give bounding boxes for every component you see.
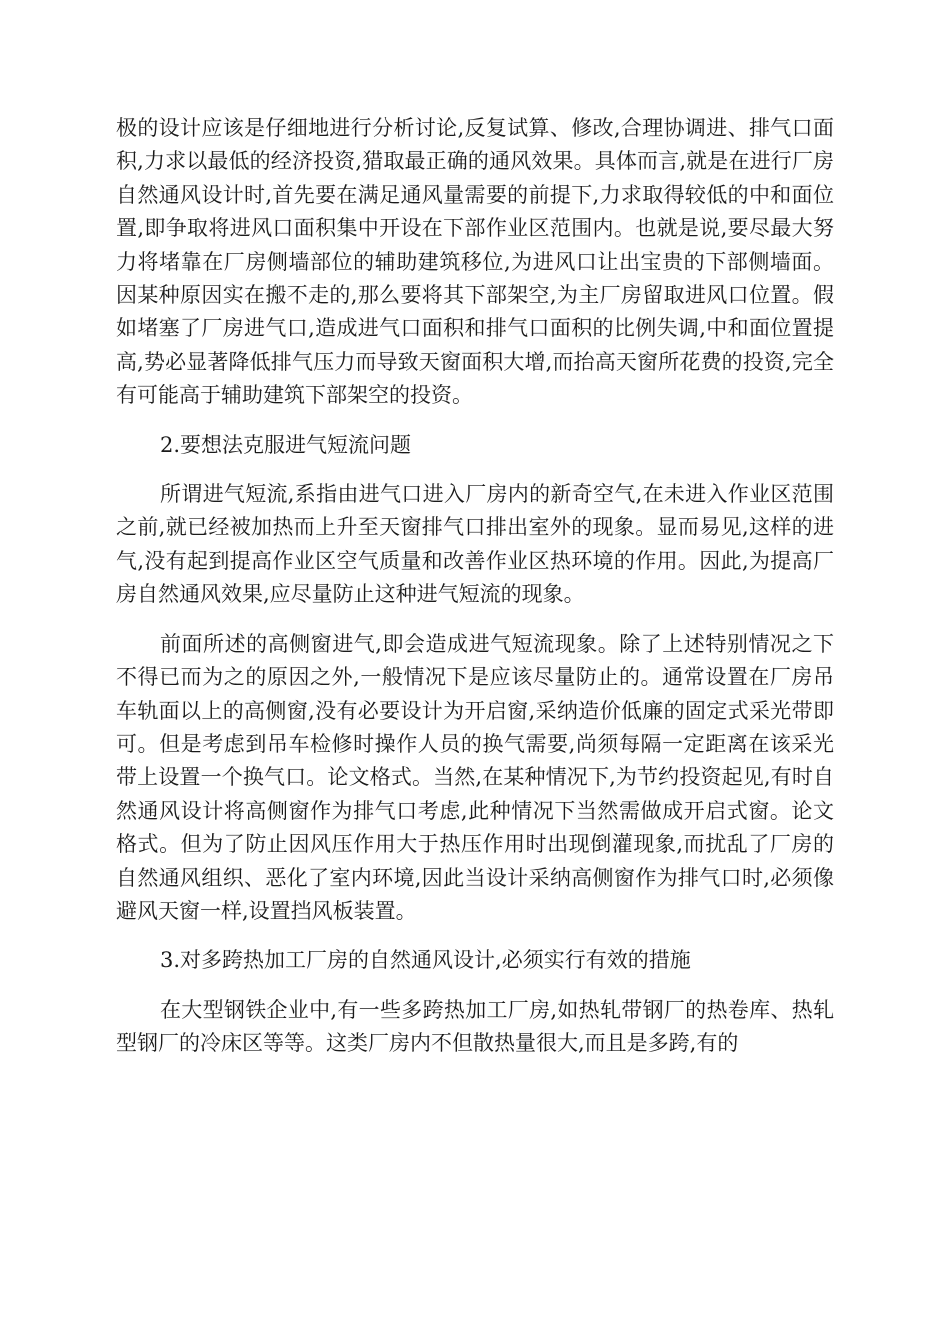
paragraph-multi-span-plants: 在大型钢铁企业中,有一些多跨热加工厂房,如热轧带钢厂的热卷库、热轧型钢厂的冷床区等等。这类厂房内不但散热量很大,而且是多跨,有的 bbox=[116, 997, 834, 1056]
document-body bbox=[116, 112, 834, 1061]
paragraph-continuation: 极的设计应该是仔细地进行分析讨论,反复试算、修改,合理协调进、排气口面积,力求以最低的经济投资,猎取最正确的通风效果。具体而言,就是在进行厂房自然通风设计时,首先要在满足通风量需要的前提下,力求取得较低的中和面位置,即争取将进风口面积集中开设在下部作业区范围内。也就是说,要尽最大努力将堵靠在厂房侧墙部位的辅助建筑移位,为进风口让出宝贵的下部侧墙面。因某种原因实在搬不走的,那么要将其下部架空,为主厂房留取进风口位置。假如堵塞了厂房进气口,造成进气口面积和排气口面积的比例失调,中和面位置提高,势必显著降低排气压力而导致天窗面积大增,而抬高天窗所花费的投资,完全有可能高于辅助建筑下部架空的投资。 bbox=[116, 116, 834, 408]
section-heading-2: 2.要想法克服进气短流问题 bbox=[160, 432, 412, 457]
section-heading-3: 3.对多跨热加工厂房的自然通风设计,必须实行有效的措施 bbox=[160, 948, 691, 973]
paragraph-short-flow-definition: 所谓进气短流,系指由进气口进入厂房内的新奇空气,在未进入作业区范围之前,就已经被加热而上升至天窗排气口排出室外的现象。显而易见,这样的进气,没有起到提高作业区空气质量和改善作业区热环境的作用。因此,为提高厂房自然通风效果,应尽量防止这种进气短流的现象。 bbox=[116, 482, 834, 607]
paragraph-high-side-window: 前面所述的高侧窗进气,即会造成进气短流现象。除了上述特别情况之下不得已而为之的原因之外,一般情况下是应该尽量防止的。通常设置在厂房吊车轨面以上的高侧窗,没有必要设计为开启窗,采纳造价低廉的固定式采光带即可。但是考虑到吊车检修时操作人员的换气需要,尚须每隔一定距离在该采光带上设置一个换气口。论文格式。当然,在某种情况下,为节约投资起见,有时自然通风设计将高侧窗作为排气口考虑,此种情况下当然需做成开启式窗。论文格式。但为了防止因风压作用大于热压作用时出现倒灌现象,而扰乱了厂房的自然通风组织、恶化了室内环境,因此当设计采纳高侧窗作为排气口时,必须像避风天窗一样,设置挡风板装置。 bbox=[116, 631, 834, 923]
